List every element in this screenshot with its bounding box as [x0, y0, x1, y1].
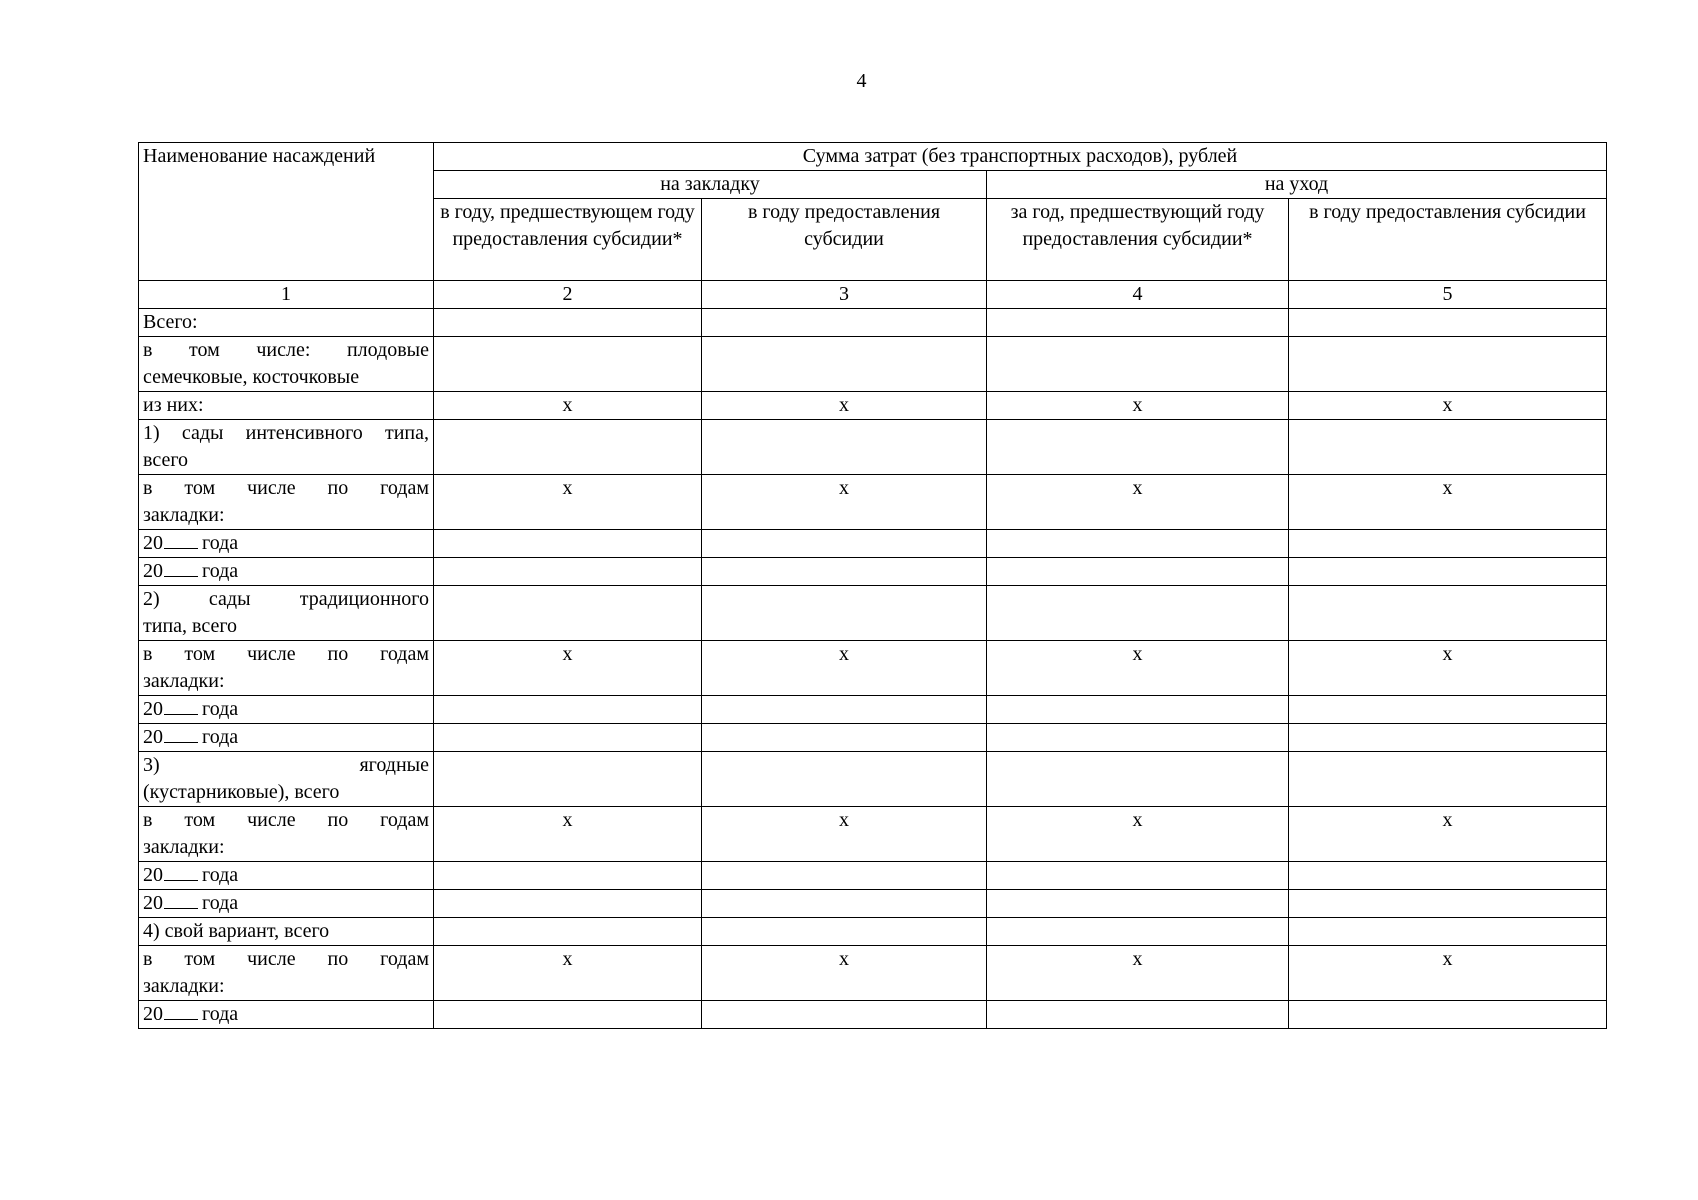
x-mark: x — [987, 392, 1289, 420]
table-row — [139, 1001, 1607, 1029]
table-row — [139, 530, 1607, 558]
data-cell — [434, 696, 702, 724]
header-planting: на закладку — [434, 171, 987, 199]
data-cell — [987, 558, 1289, 586]
data-cell — [1289, 586, 1607, 641]
x-mark: x — [702, 392, 987, 420]
row-label — [139, 946, 434, 1001]
table-row — [139, 807, 1607, 862]
year-suffix: года — [202, 892, 239, 914]
data-cell — [434, 862, 702, 890]
year-suffix: года — [202, 864, 239, 886]
row-label — [139, 890, 434, 918]
table-row — [139, 724, 1607, 752]
x-mark: x — [702, 946, 987, 1001]
data-cell — [1289, 309, 1607, 337]
row-label-line2: (кустарниковые), всего — [143, 781, 340, 803]
page-number: 4 — [856, 70, 867, 92]
year-blank — [164, 862, 198, 881]
data-cell — [1289, 420, 1607, 475]
data-cell — [702, 420, 987, 475]
header-col3: в году предоставления субсидии — [702, 199, 987, 281]
column-numbers-row — [139, 281, 1607, 309]
x-mark: x — [987, 946, 1289, 1001]
row-label — [139, 752, 434, 807]
data-cell — [702, 309, 987, 337]
year-blank — [164, 1001, 198, 1020]
data-cell — [987, 752, 1289, 807]
data-cell — [1289, 890, 1607, 918]
data-cell — [702, 724, 987, 752]
col-number: 1 — [139, 281, 434, 309]
data-cell — [1289, 752, 1607, 807]
year-blank — [164, 558, 198, 577]
row-label — [139, 530, 434, 558]
data-cell — [987, 918, 1289, 946]
x-mark: x — [434, 946, 702, 1001]
table-row — [139, 420, 1607, 475]
year-prefix: 20 — [143, 1003, 163, 1025]
row-label-line2: закладки: — [143, 836, 225, 858]
year-blank — [164, 530, 198, 549]
data-cell — [702, 752, 987, 807]
year-blank — [164, 724, 198, 743]
data-cell — [987, 586, 1289, 641]
data-cell — [987, 530, 1289, 558]
year-blank — [164, 696, 198, 715]
header-name-cell: Наименование насаждений — [139, 143, 434, 281]
year-suffix: года — [202, 1003, 239, 1025]
row-label: 4) свой вариант, всего — [139, 918, 434, 946]
table-row — [139, 696, 1607, 724]
x-mark: x — [702, 807, 987, 862]
row-label-line1: в том числе по годам — [143, 948, 429, 970]
col-number: 5 — [1289, 281, 1607, 309]
row-label — [139, 862, 434, 890]
data-cell — [1289, 1001, 1607, 1029]
row-label-line1: 2) сады традиционного — [143, 588, 429, 610]
table-row — [139, 862, 1607, 890]
data-cell — [434, 1001, 702, 1029]
x-mark: x — [1289, 946, 1607, 1001]
data-cell — [702, 918, 987, 946]
data-cell — [434, 890, 702, 918]
data-cell — [1289, 918, 1607, 946]
table-row — [139, 890, 1607, 918]
row-label — [139, 337, 434, 392]
header-col5: в году предоставления субсидии — [1289, 199, 1607, 281]
data-cell — [987, 696, 1289, 724]
data-cell — [702, 586, 987, 641]
row-label-line2: закладки: — [143, 975, 225, 997]
data-cell — [987, 1001, 1289, 1029]
row-label-line2: всего — [143, 449, 189, 471]
header-row-1 — [139, 143, 1607, 171]
x-mark: x — [1289, 641, 1607, 696]
col-number: 3 — [702, 281, 987, 309]
x-mark: x — [1289, 392, 1607, 420]
x-mark: x — [1289, 807, 1607, 862]
header-col4: за год, предшествующий году предоставления субсидии* — [987, 199, 1289, 281]
x-mark: x — [434, 475, 702, 530]
x-mark: x — [1289, 475, 1607, 530]
data-cell — [434, 420, 702, 475]
table-row — [139, 475, 1607, 530]
x-mark: x — [434, 392, 702, 420]
year-suffix: года — [202, 698, 239, 720]
year-suffix: года — [202, 532, 239, 554]
header-col2: в году, предшествующем году предоставления субсидии* — [434, 199, 702, 281]
table-row — [139, 641, 1607, 696]
data-cell — [702, 696, 987, 724]
year-prefix: 20 — [143, 726, 163, 748]
x-mark: x — [702, 641, 987, 696]
row-label-line2: закладки: — [143, 670, 225, 692]
data-cell — [702, 890, 987, 918]
table-row — [139, 337, 1607, 392]
data-cell — [702, 1001, 987, 1029]
data-cell — [1289, 862, 1607, 890]
x-mark: x — [987, 807, 1289, 862]
data-cell — [987, 337, 1289, 392]
year-prefix: 20 — [143, 532, 163, 554]
data-cell — [1289, 724, 1607, 752]
year-suffix: года — [202, 560, 239, 582]
row-label — [139, 420, 434, 475]
table-row — [139, 752, 1607, 807]
x-mark: x — [434, 641, 702, 696]
col-number: 4 — [987, 281, 1289, 309]
subsidy-cost-table — [138, 142, 1607, 1029]
table-row — [139, 946, 1607, 1001]
data-cell — [987, 420, 1289, 475]
data-cell — [702, 337, 987, 392]
data-cell — [702, 530, 987, 558]
col-number: 2 — [434, 281, 702, 309]
data-cell — [987, 862, 1289, 890]
header-care: на уход — [987, 171, 1607, 199]
row-label-line2: семечковые, косточковые — [143, 366, 360, 388]
data-cell — [702, 558, 987, 586]
year-prefix: 20 — [143, 698, 163, 720]
data-cell — [1289, 558, 1607, 586]
row-label-line1: в том числе по годам — [143, 809, 429, 831]
table-row — [139, 918, 1607, 946]
row-label — [139, 807, 434, 862]
row-label-line1: в том числе по годам — [143, 643, 429, 665]
row-label-line1: в том числе: плодовые — [143, 339, 429, 361]
data-cell — [434, 724, 702, 752]
data-cell — [434, 918, 702, 946]
data-cell — [987, 309, 1289, 337]
year-suffix: года — [202, 726, 239, 748]
data-cell — [1289, 337, 1607, 392]
table-row — [139, 558, 1607, 586]
data-cell — [434, 586, 702, 641]
x-mark: x — [702, 475, 987, 530]
row-label-line1: в том числе по годам — [143, 477, 429, 499]
data-cell — [702, 862, 987, 890]
row-label-line2: закладки: — [143, 504, 225, 526]
data-cell — [987, 890, 1289, 918]
table-row — [139, 586, 1607, 641]
row-label — [139, 724, 434, 752]
year-prefix: 20 — [143, 864, 163, 886]
data-cell — [434, 309, 702, 337]
data-cell — [1289, 696, 1607, 724]
row-label — [139, 641, 434, 696]
row-label — [139, 475, 434, 530]
header-sum-costs: Сумма затрат (без транспортных расходов), рублей — [434, 143, 1607, 171]
year-prefix: 20 — [143, 892, 163, 914]
row-label — [139, 586, 434, 641]
row-label — [139, 558, 434, 586]
row-label — [139, 1001, 434, 1029]
data-cell — [1289, 530, 1607, 558]
data-cell — [434, 558, 702, 586]
row-label — [139, 696, 434, 724]
row-label-line2: типа, всего — [143, 615, 238, 637]
row-label-line1: 1) сады интенсивного типа, — [143, 422, 429, 444]
table-row — [139, 309, 1607, 337]
row-label-line1: 3) ягодные — [143, 754, 429, 776]
row-label: из них: — [139, 392, 434, 420]
data-cell — [987, 724, 1289, 752]
row-label: Всего: — [139, 309, 434, 337]
x-mark: x — [987, 641, 1289, 696]
data-cell — [434, 752, 702, 807]
x-mark: x — [434, 807, 702, 862]
table-row — [139, 392, 1607, 420]
x-mark: x — [987, 475, 1289, 530]
year-prefix: 20 — [143, 560, 163, 582]
year-blank — [164, 890, 198, 909]
data-cell — [434, 530, 702, 558]
data-cell — [434, 337, 702, 392]
